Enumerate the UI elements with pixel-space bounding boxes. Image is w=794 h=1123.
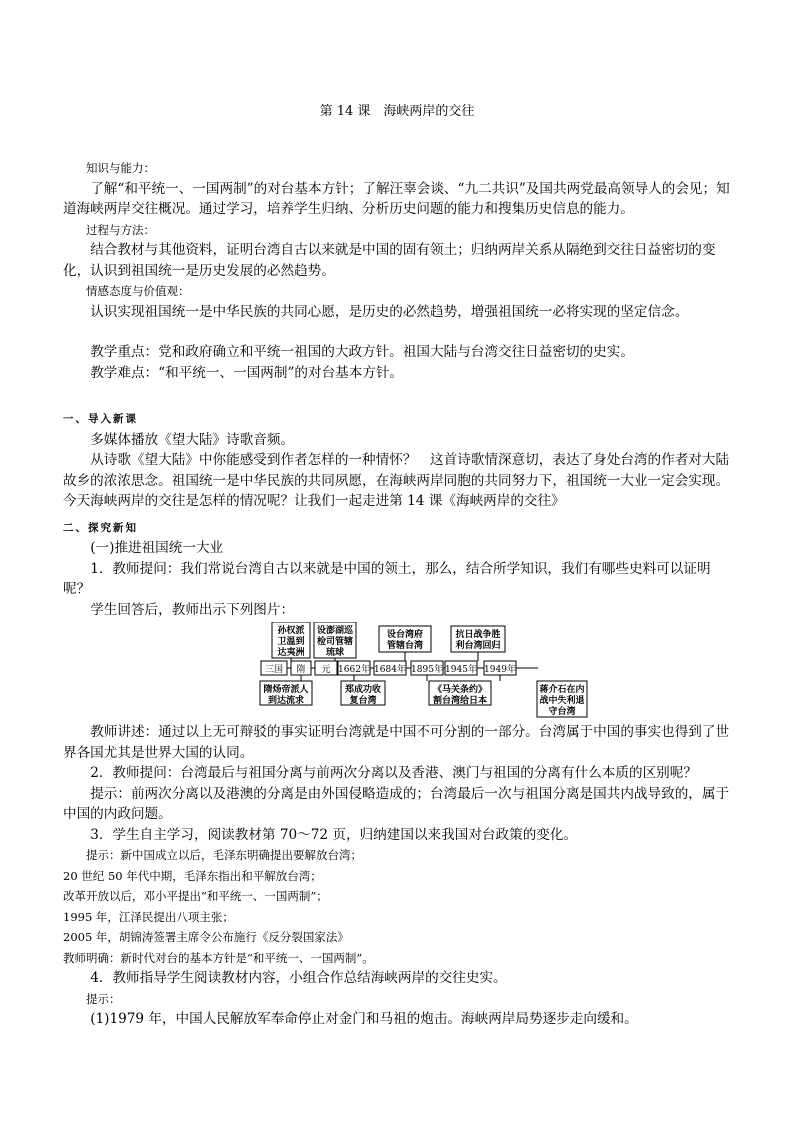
policy-line-4: 2005 年，胡锦涛签署主席令公布施行《反分裂国家法》 — [63, 930, 349, 944]
process-heading: 过程与方法： — [86, 222, 155, 237]
event-box-line: 蒋介石在内 — [539, 685, 585, 695]
section-explore-heading: 二、探究新知 — [63, 521, 138, 534]
question-2: 2．教师提问：台湾最后与祖国分离与前两次分离以及香港、澳门与祖国的分离有什么本质的区别呢？ — [90, 765, 697, 781]
timeline-node-label: 1895年 — [411, 665, 443, 675]
policy-line-2: 改革开放以后，邓小平提出“和平统一、一国两制”； — [63, 889, 328, 903]
emotion-text: 认识实现祖国统一是中华民族的共同心愿，是历史的必然趋势，增强祖国统一必将实现的坚定信念。 — [90, 303, 689, 320]
subsection-1: (一)推进祖国统一大业 — [90, 540, 224, 556]
timeline-node-label: 1945年 — [445, 665, 477, 675]
event-box-line: 隋炀帝派人 — [263, 685, 309, 695]
event-box-line: 管辖台湾 — [386, 641, 424, 651]
event-box-line: 设澎湖巡 — [316, 626, 354, 636]
section-intro-heading: 一、导入新课 — [63, 413, 138, 425]
intro-p2: 从诗歌《望大陆》中你能感受到作者怎样的一种情怀？ 这首诗歌情深意切，表达了身处台湾的作者对大陆故乡的浓浓思念。祖国统一是中华民族的共同夙愿，在海峡两岸同胞的共同努力下，祖国统一大业一定会实现。今天海峡两岸的交往是怎样的情况呢？让我们一起走进第 14 课《海峡两岸的交往》 — [63, 452, 730, 509]
timeline-svg — [63, 622, 731, 718]
question-1: 1．教师提问：我们常说台湾自古以来就是中国的领土，那么，结合所学知识，我们有哪些史料可以证明呢？ — [63, 560, 711, 597]
policy-line-3: 1995 年，江泽民提出八项主张； — [63, 909, 234, 924]
question-3: 3．学生自主学习，阅读教材第 70～72 页，归纳建国以来我国对台政策的变化。 — [90, 826, 578, 843]
process-text: 结合教材与其他资料，证明台湾自古以来就是中国的固有领土；归纳两岸关系从隔绝到交往日益密切的变化，认识到祖国统一是历史发展的必然趋势。 — [63, 242, 716, 279]
event-box-line: 守台湾 — [548, 707, 576, 717]
timeline-node-label: 三国 — [264, 665, 284, 675]
question-1b: 学生回答后，教师出示下列图片： — [90, 601, 295, 618]
hint-3: 提示：新中国成立以后，毛泽东明确提出要解放台湾； — [86, 848, 362, 862]
event-box-line: 卫温到 — [277, 637, 305, 647]
hint-4: 提示： — [86, 991, 121, 1006]
event-box-line: 检司管辖 — [316, 637, 354, 647]
knowledge-text: 了解“和平统一、一国两制”的对台基本方针；了解汪辜会谈、“九二共识”及国共两党最高领导人的会见；知道海峡两岸交往概况。通过学习，培养学生归纳、分析历史问题的能力和搜集历史信息的能力。 — [63, 180, 730, 217]
taiwan-history-timeline — [63, 622, 731, 718]
emotion-heading: 情感态度与价值观： — [86, 284, 190, 298]
timeline-node-label: 隋 — [296, 665, 306, 675]
policy-line-1: 20 世纪 50 年代中期，毛泽东指出和平解放台湾； — [63, 868, 322, 883]
event-box-line: 复台湾 — [349, 696, 377, 706]
hint-2: 提示：前两次分离以及港澳的分离是由外国侵略造成的；台湾最后一次与祖国分离是国共内战导致的，属于中国的内政问题。 — [63, 785, 730, 822]
event-box-line: 达夷洲 — [277, 648, 305, 658]
document-body — [63, 158, 731, 1030]
event-box-line: 《马关条约》 — [432, 685, 488, 695]
event-box-line: 利台湾回归 — [455, 641, 501, 651]
event-box-line: 割台湾给日本 — [432, 696, 488, 706]
intro-p1: 多媒体播放《望大陆》诗歌音频。 — [90, 431, 295, 448]
question-4: 4．教师指导学生阅读教材内容，小组合作总结海峡两岸的交往史实。 — [90, 970, 507, 986]
teacher-clarify: 教师明确：新时代对台的基本方针是“和平统一、一国两制”。 — [63, 950, 374, 965]
timeline-node-label: 1684年 — [374, 665, 406, 675]
event-box-line: 琉球 — [325, 648, 345, 658]
event-box-line: 设台湾府 — [386, 630, 424, 640]
event-box-line: 抗日战争胜 — [455, 630, 501, 640]
page-title: 第 14 课 海峡两岸的交往 — [319, 104, 475, 119]
fact-1979: (1)1979 年，中国人民解放军奉命停止对金门和马祖的炮击。海峡两岸局势逐步走向缓和。 — [90, 1011, 638, 1027]
event-box-line: 孙权派 — [277, 626, 305, 636]
knowledge-heading: 知识与能力： — [86, 161, 155, 175]
teaching-focus: 教学重点：党和政府确立和平统一祖国的大政方针。祖国大陆与台湾交往日益密切的史实。 — [90, 344, 634, 360]
timeline-node-label: 1949年 — [484, 665, 516, 675]
teaching-difficulty: 教学难点：“和平统一、一国两制”的对台基本方针。 — [90, 364, 404, 381]
event-box-line: 郑成功收 — [344, 685, 382, 695]
event-box-line: 到达流求 — [267, 696, 305, 706]
event-box-line: 战中失利退 — [539, 696, 585, 706]
teacher-explain-1: 教师讲述：通过以上无可辩驳的事实证明台湾就是中国不可分割的一部分。台湾属于中国的事实也得到了世界各国尤其是世界大国的认同。 — [63, 724, 730, 761]
timeline-node-label: 元 — [321, 665, 331, 675]
timeline-node-label: 1662年 — [338, 665, 370, 675]
